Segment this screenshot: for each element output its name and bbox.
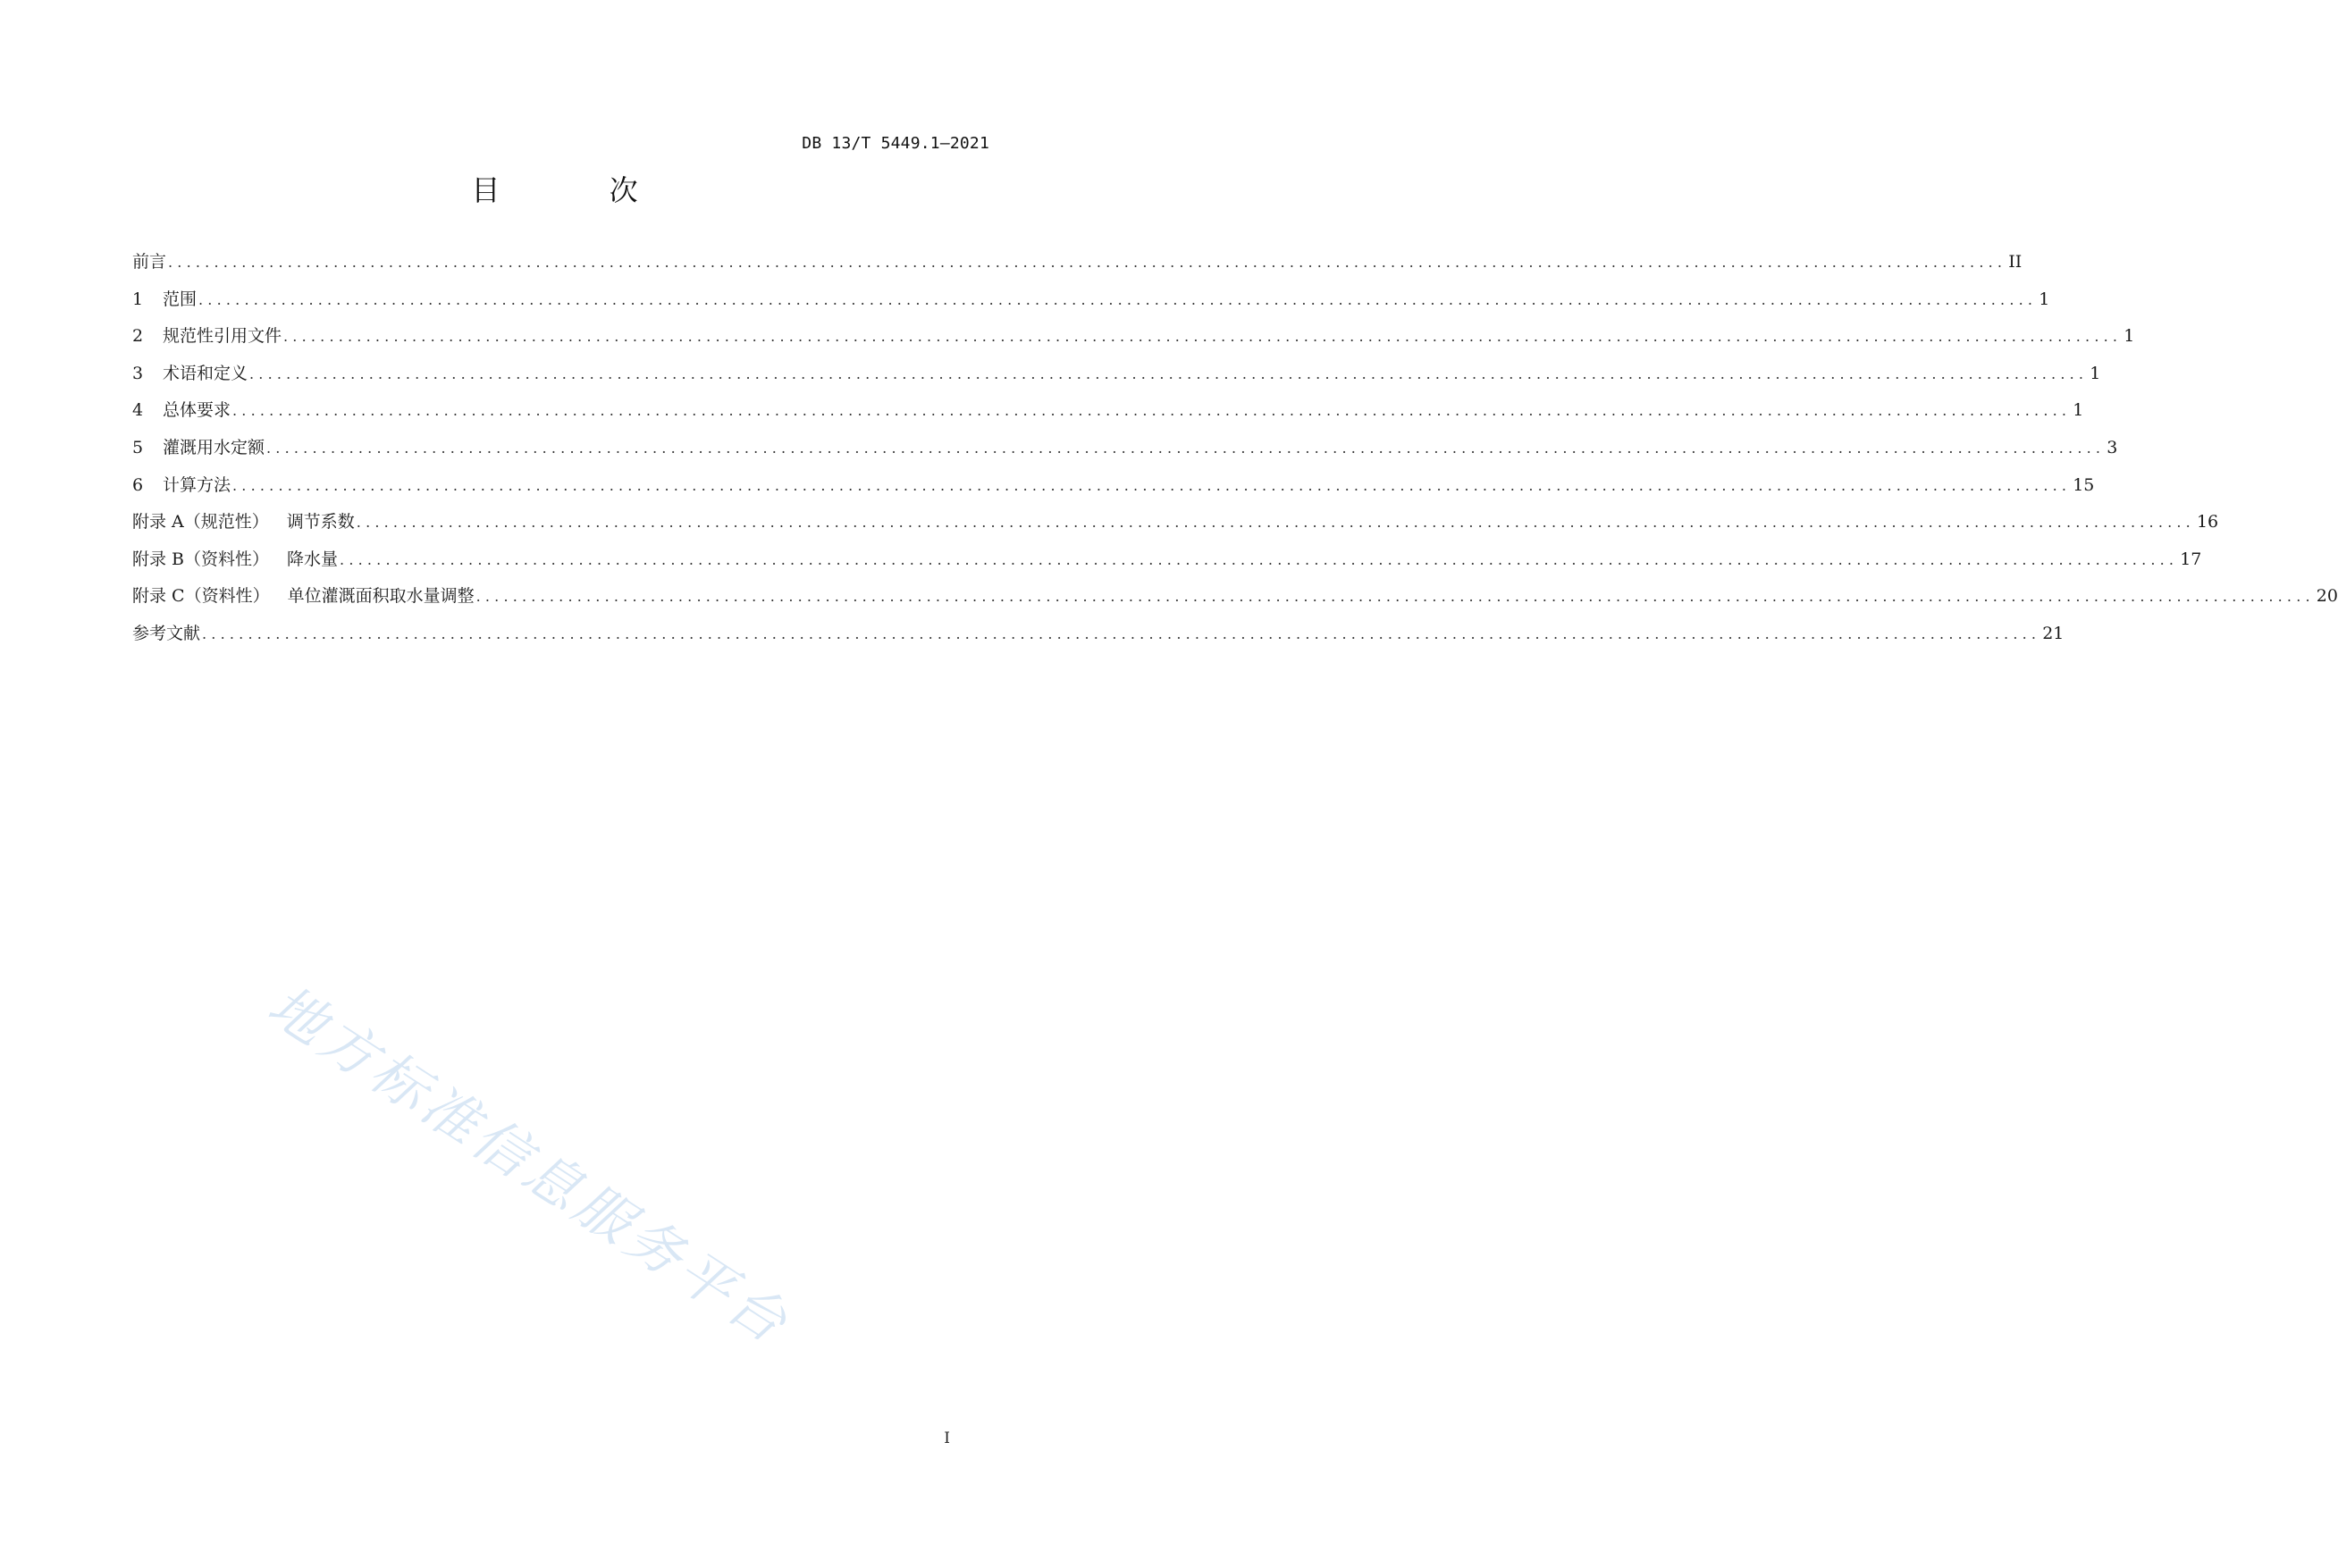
toc-entry[interactable] [132,323,2135,360]
toc-entry-leader-dots: ........................................................................................................................................................................................................ [232,476,2072,494]
toc-entry-leader-dots: ........................................................................................................................................................................................................ [475,588,2315,606]
document-code: DB 13/T 5449.1—2021 [802,134,989,153]
toc-entry-leader-dots: ........................................................................................................................................................................................................ [232,402,2072,420]
toc-entry[interactable] [132,472,2095,509]
toc-entry-label: 调节系数 [286,512,355,532]
toc-entry-leader-dots: ........................................................................................................................................................................................................ [266,439,2106,457]
toc-entry-label: 降水量 [287,549,339,569]
toc-entry-label: 灌溉用水定额 [163,437,265,457]
toc-entry[interactable] [132,508,2219,546]
toc-entry-page-number: 21 [2042,623,2065,643]
toc-entry-page-number: 1 [2039,289,2050,309]
toc-entry-page-number: 16 [2196,512,2219,532]
toc-entry-leader-dots: ........................................................................................................................................................................................................ [249,365,2089,382]
toc-entry-label: 参考文献 [132,623,201,643]
toc-entry-label: 术语和定义 [163,363,248,383]
toc-entry-leader-dots: ........................................................................................................................................................................................................ [168,254,2007,271]
toc-entry-appendix-prefix: 附录 A（规范性） [132,512,269,532]
toc-entry-page-number: 1 [2090,363,2101,383]
toc-entry-page-number: II [2008,252,2023,272]
toc-entry-leader-dots: ........................................................................................................................................................................................................ [356,514,2195,532]
toc-entry-label: 总体要求 [163,400,231,421]
toc-entry[interactable] [132,583,2338,620]
toc-entry[interactable] [132,286,2050,323]
toc-entry-page-number: 17 [2180,549,2202,569]
toc-entry[interactable] [132,248,2023,286]
toc-entry-number: 5 [132,437,144,457]
toc-entry-label: 范围 [163,289,198,309]
toc-entry-leader-dots: ........................................................................................................................................................................................................ [283,328,2123,346]
toc-entry-number: 6 [132,474,144,495]
toc-entry[interactable] [132,360,2101,398]
toc-entry-number: 1 [132,289,144,309]
table-of-contents [132,248,2338,658]
toc-entry-leader-dots: ........................................................................................................................................................................................................ [198,290,2038,308]
toc-entry-label: 前言 [132,252,167,272]
toc-entry-appendix-prefix: 附录 B（资料性） [132,549,270,569]
toc-entry-page-number: 3 [2107,437,2118,457]
page-number: I [944,1430,950,1447]
toc-entry-leader-dots: ........................................................................................................................................................................................................ [340,550,2179,568]
watermark: 地方标准信息服务平台 [257,972,803,1358]
toc-entry-label: 单位灌溉面积取水量调整 [287,586,475,607]
toc-entry-number: 2 [132,326,144,347]
toc-entry-page-number: 1 [2124,326,2135,347]
toc-entry[interactable] [132,546,2202,583]
toc-entry[interactable] [132,620,2065,658]
toc-entry-number: 4 [132,400,144,421]
toc-entry-label: 规范性引用文件 [163,326,282,347]
toc-entry-leader-dots: ........................................................................................................................................................................................................ [202,625,2041,642]
toc-entry[interactable] [132,397,2084,434]
toc-entry-page-number: 1 [2073,400,2084,421]
toc-entry-page-number: 20 [2316,586,2338,607]
page-title: 目 次 [471,173,688,207]
toc-entry-number: 3 [132,363,144,383]
toc-entry[interactable] [132,434,2118,472]
toc-entry-appendix-prefix: 附录 C（资料性） [132,586,270,607]
toc-entry-page-number: 15 [2073,474,2095,495]
toc-entry-label: 计算方法 [163,474,231,495]
